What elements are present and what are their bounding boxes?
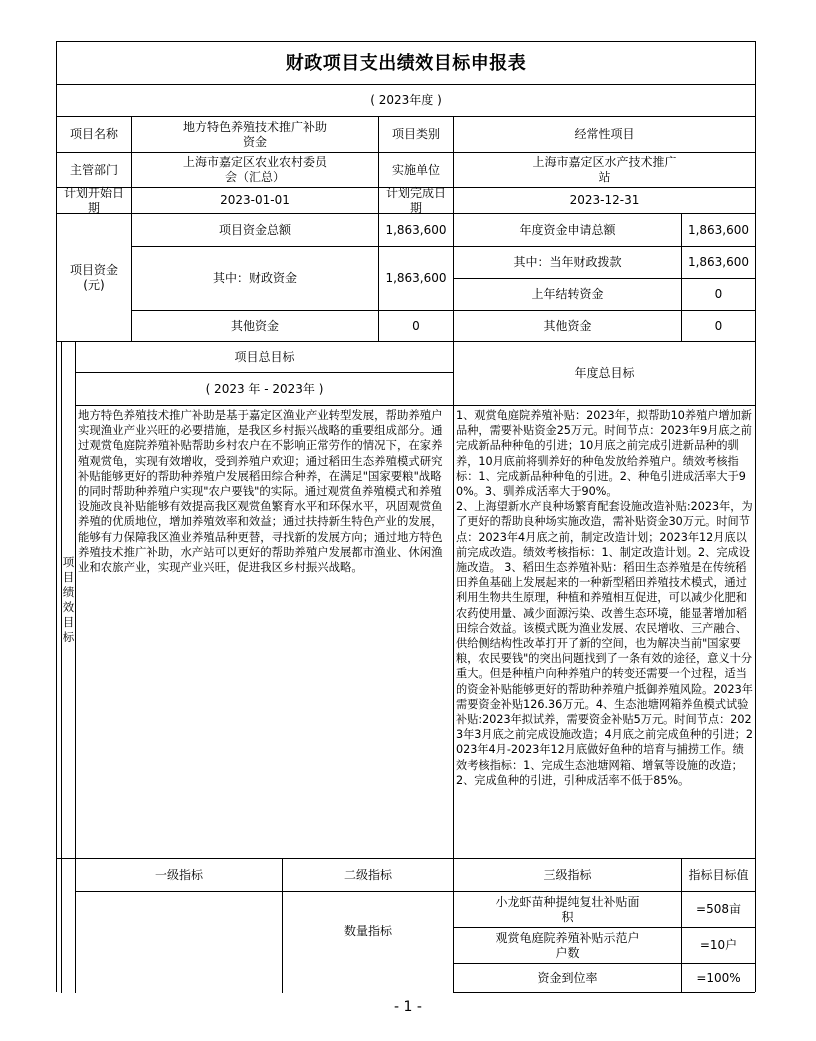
funds-fiscal-label: 其中：财政资金 xyxy=(132,247,379,311)
funds-other-value-2: 0 xyxy=(682,311,755,342)
funds-carry-value: 0 xyxy=(682,279,755,311)
annual-goal-text: 1、观赏龟庭院养殖补贴：2023年，拟帮助10养殖户增加新品种，需要补贴资金25万元。时间节点：2023年9月底之前完成新品种种龟的引进；10月底之前完成引进新品种的驯养，10月底前将驯养好的种龟发放给养殖户。绩效考核指标：1、完成新品种种龟的引进。2、种龟引进成活率大于90%。3、驯养成活率大于90%。 2、上海望新水产良种场繁育配套设施改造补贴:2023年，为了更好的帮助良种场实施改造，需补贴资金30万元。时间节点：2023年4月底之前，制定改造计划；2023年12月底以前完成改造。绩效考核指标：1、制定改造计划。2、完成设施改造。 3、稻田生态养殖补贴：稻田生态养殖是在传统稻田养鱼基础上发展起来的一种新型稻田养殖技术模式，通过利用生物共生原理，种植和养殖相互促进，可以减少化肥和农药使用量、减少面源污染、改善生态环境，能显著增加稻田综合效益。该模式既为渔业发展、农民增收、三产融合、供给侧结构性改革打开了新的空间，也为解决当前"国家要粮，农民要钱"的突出问题找到了一条有效的途径，意义十分重大。但是种植户向种养殖户的转变还需要一个过程，适当的资金补贴能够更好的帮助种养殖户抵御养殖风险。2023年需要资金补贴126.36万元。4、生态池塘网箱养鱼模式试验补贴:2023年拟试养，需要资金补贴5万元。时间节点：2023年3月底之前完成设施改造；4月底之前完成鱼种的引进；2023年4月-2023年12月底做好鱼种的培育与捕捞工作。绩效考核指标：1、完成生态池塘网箱、增氧等设施的改造；2、完成鱼种的引进，引种成活率不低于85%。 xyxy=(456,409,753,787)
goals-side-label-char: 绩 xyxy=(62,585,75,599)
year-label: ( 2023年度 ) xyxy=(57,85,755,117)
funds-current-value: 1,863,600 xyxy=(682,247,755,279)
project-type-value: 经常性项目 xyxy=(454,117,755,153)
funds-fiscal-value: 1,863,600 xyxy=(379,247,454,311)
indicator-row-1-value: =508亩 xyxy=(682,892,755,928)
start-date-label: 计划开始日期 xyxy=(57,188,132,214)
project-name-label: 项目名称 xyxy=(57,117,132,153)
goals-side-label-char: 目 xyxy=(62,570,75,584)
funds-total-label: 项目资金总额 xyxy=(132,214,379,247)
annual-goal-text-cell xyxy=(454,406,755,859)
start-date-value: 2023-01-01 xyxy=(132,188,379,214)
funds-other-label: 其他资金 xyxy=(132,311,379,342)
impl-label: 实施单位 xyxy=(379,153,454,188)
funds-annual-value: 1,863,600 xyxy=(682,214,755,247)
funds-carry-label: 上年结转资金 xyxy=(454,279,682,311)
goals-side-label-text xyxy=(63,555,75,645)
indicator-level1-cell xyxy=(76,892,283,993)
funds-total-value: 1,863,600 xyxy=(379,214,454,247)
annual-goal-label: 年度总目标 xyxy=(454,342,755,406)
funds-annual-label: 年度资金申请总额 xyxy=(454,214,682,247)
dept-label: 主管部门 xyxy=(57,153,132,188)
end-date-label: 计划完成日期 xyxy=(379,188,454,214)
goals-side-label-char: 项 xyxy=(62,555,75,569)
page-number: - 1 - xyxy=(394,999,422,1015)
impl-value: 上海市嘉定区水产技术推广 站 xyxy=(454,153,755,188)
funds-label: 项目资金 (元) xyxy=(57,214,132,342)
goals-side-label xyxy=(62,342,76,859)
quantity-indicator-label xyxy=(283,892,454,993)
total-goal-text-cell xyxy=(76,406,454,859)
funds-current-label: 其中：当年财政拨款 xyxy=(454,247,682,279)
project-type-label: 项目类别 xyxy=(379,117,454,153)
total-goal-label: 项目总目标 xyxy=(76,342,454,373)
end-date-value: 2023-12-31 xyxy=(454,188,755,214)
total-goal-text: 地方特色养殖技术推广补助是基于嘉定区渔业产业转型发展，帮助养殖户实现渔业产业兴旺的必要措施，是我区乡村振兴战略的重要组成部分。通过观赏龟庭院养殖补贴帮助乡村农户在不影响正常劳作的情况下，在家养殖观赏龟，实现有效增收，受到养殖户欢迎；通过稻田生态养殖模式研究补贴能够更好的帮助种养殖户发展稻田综合种养，在满足"国家要粮"战略的同时帮助种养殖户实现"农户要钱"的实际。通过观赏鱼养殖模式和养殖设施改良补贴能够有效提高我区观赏鱼繁育水平和环保水平，巩固观赏鱼养殖的优质地位，增加养殖效率和效益；通过扶持新生特色产业的发展，能够有力保障我区渔业养殖品种更替，寻找新的发展方向；通过地方特色养殖技术推广补助，水产站可以更好的帮助养殖户发展都市渔业、休闲渔业和农旅产业，实现产业兴旺，促进我区乡村振兴战略。 xyxy=(78,408,443,575)
indicator-row-3-value: =100% xyxy=(682,964,755,993)
indicator-col1-header: 一级指标 xyxy=(76,859,283,892)
quantity-indicator-text: 数量指标 xyxy=(343,924,392,938)
goals-side-label-char: 标 xyxy=(62,630,75,644)
total-goal-period: ( 2023 年 - 2023年 ) xyxy=(76,373,454,406)
indicator-col4-header: 指标目标值 xyxy=(682,859,755,892)
indicator-row-3-name: 资金到位率 xyxy=(454,964,682,993)
indicator-col3-header: 三级指标 xyxy=(454,859,682,892)
indicator-row-2-value: =10户 xyxy=(682,928,755,964)
funds-other-value: 0 xyxy=(379,311,454,342)
indicator-row-2-name: 观赏龟庭院养殖补贴示范户 户数 xyxy=(454,928,682,964)
funds-other-label-2: 其他资金 xyxy=(454,311,682,342)
report-table xyxy=(56,41,756,992)
goals-side-label-char: 目 xyxy=(62,615,75,629)
dept-value: 上海市嘉定区农业农村委员 会（汇总） xyxy=(132,153,379,188)
goals-side-label-char: 效 xyxy=(62,600,75,614)
project-name-value: 地方特色养殖技术推广补助 资金 xyxy=(132,117,379,153)
page-title: 财政项目支出绩效目标申报表 xyxy=(57,42,755,85)
indicator-col2-header: 二级指标 xyxy=(283,859,454,892)
indicator-row-1-name: 小龙虾苗种提纯复壮补贴面 积 xyxy=(454,892,682,928)
indicator-side-col xyxy=(62,859,76,993)
